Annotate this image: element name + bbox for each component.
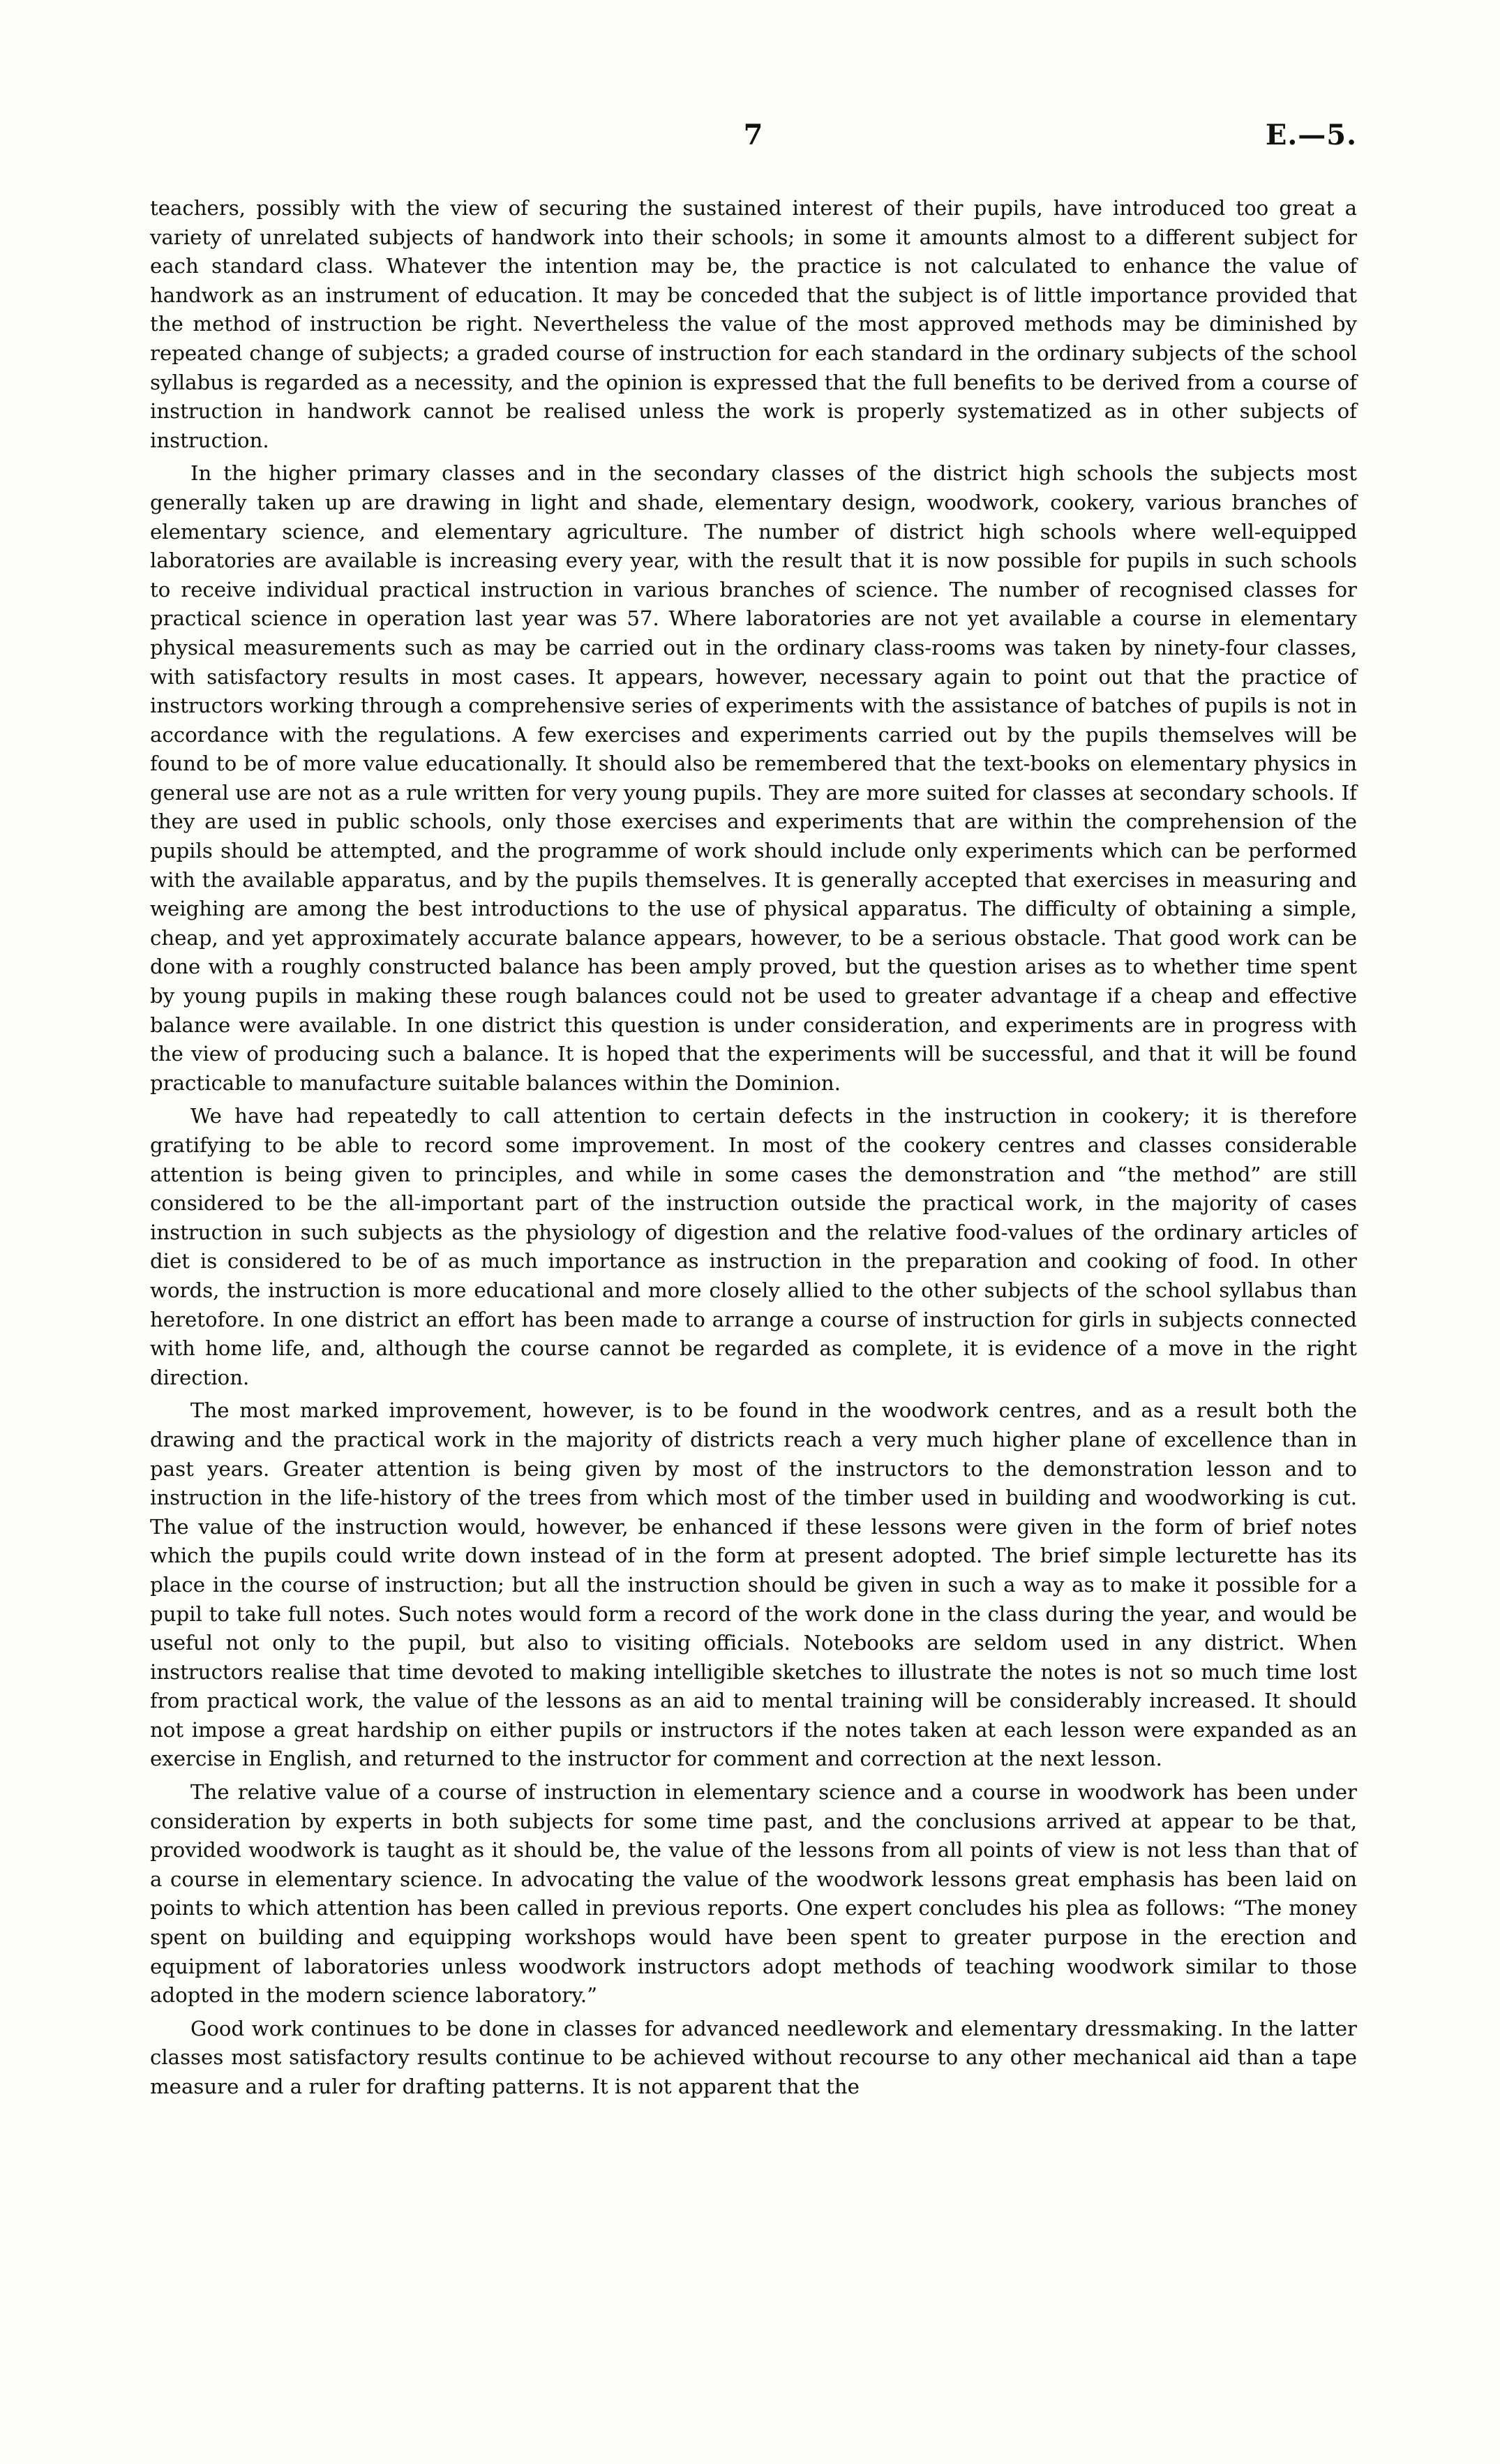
paragraph-cookery: We have had repeatedly to call attention to certain defects in the instruction in cookery; it is therefore gratifying to be able to record some improvement. In most of the cookery centres and classes considerable attention is being given to principles, and while in some cases the demonstration and “the method” are still considered to be the all-important part of the instruction outside the practical work, in the majority of cases instruction in such subjects as the physiology of digestion and the relative food-values of the ordinary articles of diet is considered to be of as much importance as instruction in the preparation and cooking of food. In other words, the instruction is more educational and more closely allied to the other subjects of the school syllabus than heretofore. In one district an effort has been made to arrange a course of instruction for girls in subjects connected with home life, and, although the course cannot be regarded as complete, it is evidence of a move in the right direction.	[150, 1104, 1357, 1389]
paragraph-woodwork-centres: The most marked improvement, however, is to be found in the woodwork centres, and as a result both the drawing and the practical work in the majority of districts reach a very much higher plane of excellence than in past years. Greater attention is being given by most of the instructors to the demonstration lesson and to instruction in the life-history of the trees from which most of the timber used in building and woodworking is cut. The value of the instruction would, however, be enhanced if these lessons were given in the form of brief notes which the pupils could write down instead of in the form at present adopted. The brief simple lecturette has its place in the course of instruction; but all the instruction should be given in such a way as to make it possible for a pupil to take full notes. Such notes would form a record of the work done in the class during the year, and would be useful not only to the pupil, but also to visiting officials. Notebooks are seldom used in any district. When instructors realise that time devoted to making intelligible sketches to illustrate the notes is not so much time lost from practical work, the value of the lessons as an aid to mental training will be considerably increased. It should not impose a great hardship on either pupils or instructors if the notes taken at each lesson were expanded as an exercise in English, and returned to the instructor for comment and correction at the next lesson.	[150, 1398, 1357, 1771]
paragraph-continuation: teachers, possibly with the view of securing the sustained interest of their pupils, have introduced too great a variety of unrelated subjects of handwork into their schools; in some it amounts almost to a different subject for each standard class. Whatever the intention may be, the practice is not calculated to enhance the value of handwork as an instrument of education. It may be conceded that the subject is of little importance provided that the method of instruction be right. Nevertheless the value of the most approved methods may be diminished by repeated change of subjects; a graded course of instruction for each standard in the ordinary subjects of the school syllabus is regarded as a necessity, and the opinion is expressed that the full benefits to be derived from a course of instruction in handwork cannot be realised unless the work is properly systematized as in other subjects of instruction.	[150, 196, 1357, 452]
page-number: 7	[743, 119, 764, 151]
document-code: E.—5.	[1265, 119, 1357, 151]
page-header	[150, 119, 1357, 160]
paragraph-science-vs-woodwork: The relative value of a course of instruction in elementary science and a course in woodwork has been under consideration by experts in both subjects for some time past, and the conclusions arrived at appear to be that, provided woodwork is taught as it should be, the value of the lessons from all points of view is not less than that of a course in elementary science. In advocating the value of the woodwork lessons great emphasis has been laid on points to which attention has been called in previous reports. One expert concludes his plea as follows: “The money spent on building and equipping workshops would have been spent to greater purpose in the erection and equipment of laboratories unless woodwork instructors adopt methods of teaching woodwork similar to those adopted in the modern science laboratory.”	[150, 1780, 1357, 2008]
body-text	[150, 194, 1357, 2106]
paragraph-needlework: Good work continues to be done in classes for advanced needlework and elementary dressmaking. In the latter classes most satisfactory results continue to be achieved without recourse to any other mechanical aid than a tape measure and a ruler for drafting patterns. It is not apparent that the	[150, 2016, 1357, 2098]
paragraph-higher-primary-classes: In the higher primary classes and in the secondary classes of the district high schools the subjects most generally taken up are drawing in light and shade, elementary design, woodwork, cookery, various branches of elementary science, and elementary agriculture. The number of district high schools where well-equipped laboratories are available is increasing every year, with the result that it is now possible for pupils in such schools to receive individual practical instruction in various branches of science. The number of recognised classes for practical science in operation last year was 57. Where laboratories are not yet available a course in elementary physical measurements such as may be carried out in the ordinary class-rooms was taken by ninety-four classes, with satisfactory results in most cases. It appears, however, necessary again to point out that the practice of instructors working through a comprehensive series of experiments with the assistance of batches of pupils is not in accordance with the regulations. A few exercises and experiments carried out by the pupils themselves will be found to be of more value educationally. It should also be remembered that the text-books on elementary physics in general use are not as a rule written for very young pupils. They are more suited for classes at secondary schools. If they are used in public schools, only those exercises and experiments that are within the comprehension of the pupils should be attempted, and the programme of work should include only experiments which can be performed with the available apparatus, and by the pupils themselves. It is generally accepted that exercises in measuring and weighing are among the best introductions to the use of physical apparatus. The difficulty of obtaining a simple, cheap, and yet approximately accurate balance appears, however, to be a serious obstacle. That good work can be done with a roughly constructed balance has been amply proved, but the question arises as to whether time spent by young pupils in making these rough balances could not be used to greater advantage if a cheap and effective balance were available. In one district this question is under consideration, and experiments are in progress with the view of producing such a balance. It is hoped that the experiments will be successful, and that it will be found practicable to manufacture suitable balances within the Dominion.	[150, 461, 1357, 1095]
